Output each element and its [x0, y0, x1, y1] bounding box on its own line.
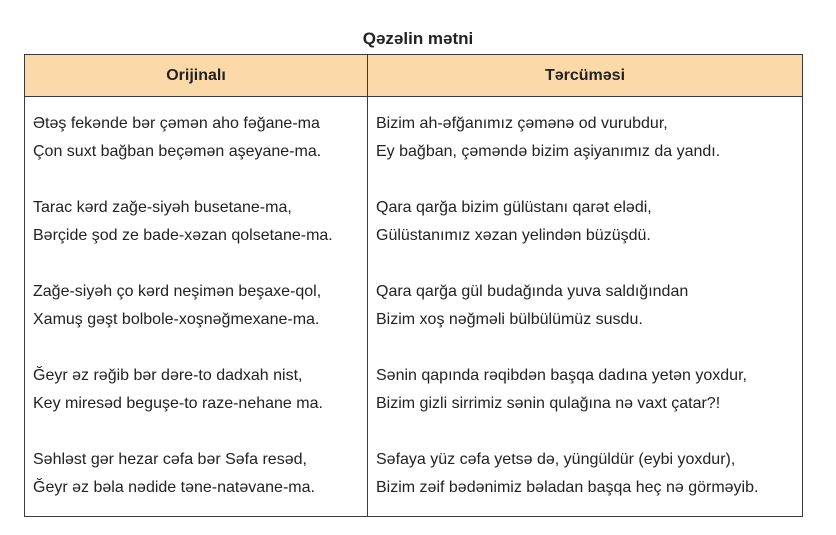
verse-line: Qara qarğa gül budağında yuva saldığından [376, 283, 689, 300]
translation-text-cell [368, 97, 803, 517]
verse-line: Bizim ah-əfğanımız çəmənə od vurubdur, [376, 115, 668, 132]
table-caption: Qəzəlin mətni [362, 29, 474, 48]
poem-table [24, 54, 803, 517]
verse-line: Bizim gizli sirrimiz sənin qulağına nə vaxt çatar?! [376, 395, 721, 412]
verse-line: Gülüstanımız xəzan yelindən büzüşdü. [376, 227, 651, 244]
verse-line: Qara qarğa bizim gülüstanı qarət elədi, [376, 199, 652, 216]
translation-couplet-2 [376, 194, 802, 250]
original-text-cell [25, 97, 368, 517]
verse-line: Ətəş fekənde bər çəmən aho fəğane-ma [33, 115, 320, 132]
verse-line: Xamuş gəşt bolbole-xoşnəğmexane-ma. [33, 311, 320, 328]
verse-line: Səfaya yüz cəfa yetsə də, yüngüldür (eybi yoxdur), [376, 451, 736, 468]
verse-line: Bərçide şod ze bade-xəzan qolsetane-ma. [33, 227, 333, 244]
translation-couplet-3 [376, 278, 802, 334]
verse-line: Ğeyr əz bəla nədide təne-natəvane-ma. [33, 479, 315, 496]
header-original: Orijinalı [25, 55, 368, 97]
verse-line: Çon suxt bağban beçəmən aşeyane-ma. [33, 143, 322, 160]
translation-couplet-4 [376, 362, 802, 418]
verse-line: Bizim zəif bədənimiz bəladan başqa heç nə görməyib. [376, 479, 759, 496]
original-couplet-2 [33, 194, 367, 250]
original-couplet-1 [33, 110, 367, 166]
header-row [25, 55, 803, 97]
verse-line: Ey bağban, çəməndə bizim aşiyanımız da yandı. [376, 143, 721, 160]
table-row [25, 97, 803, 517]
translation-couplet-5 [376, 446, 802, 502]
verse-line: Ğeyr əz rəğib bər dəre-to dadxah nist, [33, 367, 303, 384]
verse-line: Sənin qapında rəqibdən başqa dadına yetən yoxdur, [376, 367, 747, 384]
translation-couplet-1 [376, 110, 802, 166]
verse-line: Bizim xoş nəğməli bülbülümüz susdu. [376, 311, 643, 328]
verse-line: Zağe-siyəh ço kərd neşimən beşaxe-qol, [33, 283, 322, 300]
original-couplet-4 [33, 362, 367, 418]
original-couplet-5 [33, 446, 367, 502]
header-translation: Tərcüməsi [368, 55, 803, 97]
verse-line: Tarac kərd zağe-siyəh busetane-ma, [33, 199, 292, 216]
verse-line: Səhləst gər hezar cəfa bər Səfa resəd, [33, 451, 307, 468]
verse-line: Key miresəd beguşe-to raze-nehane ma. [33, 395, 323, 412]
original-couplet-3 [33, 278, 367, 334]
